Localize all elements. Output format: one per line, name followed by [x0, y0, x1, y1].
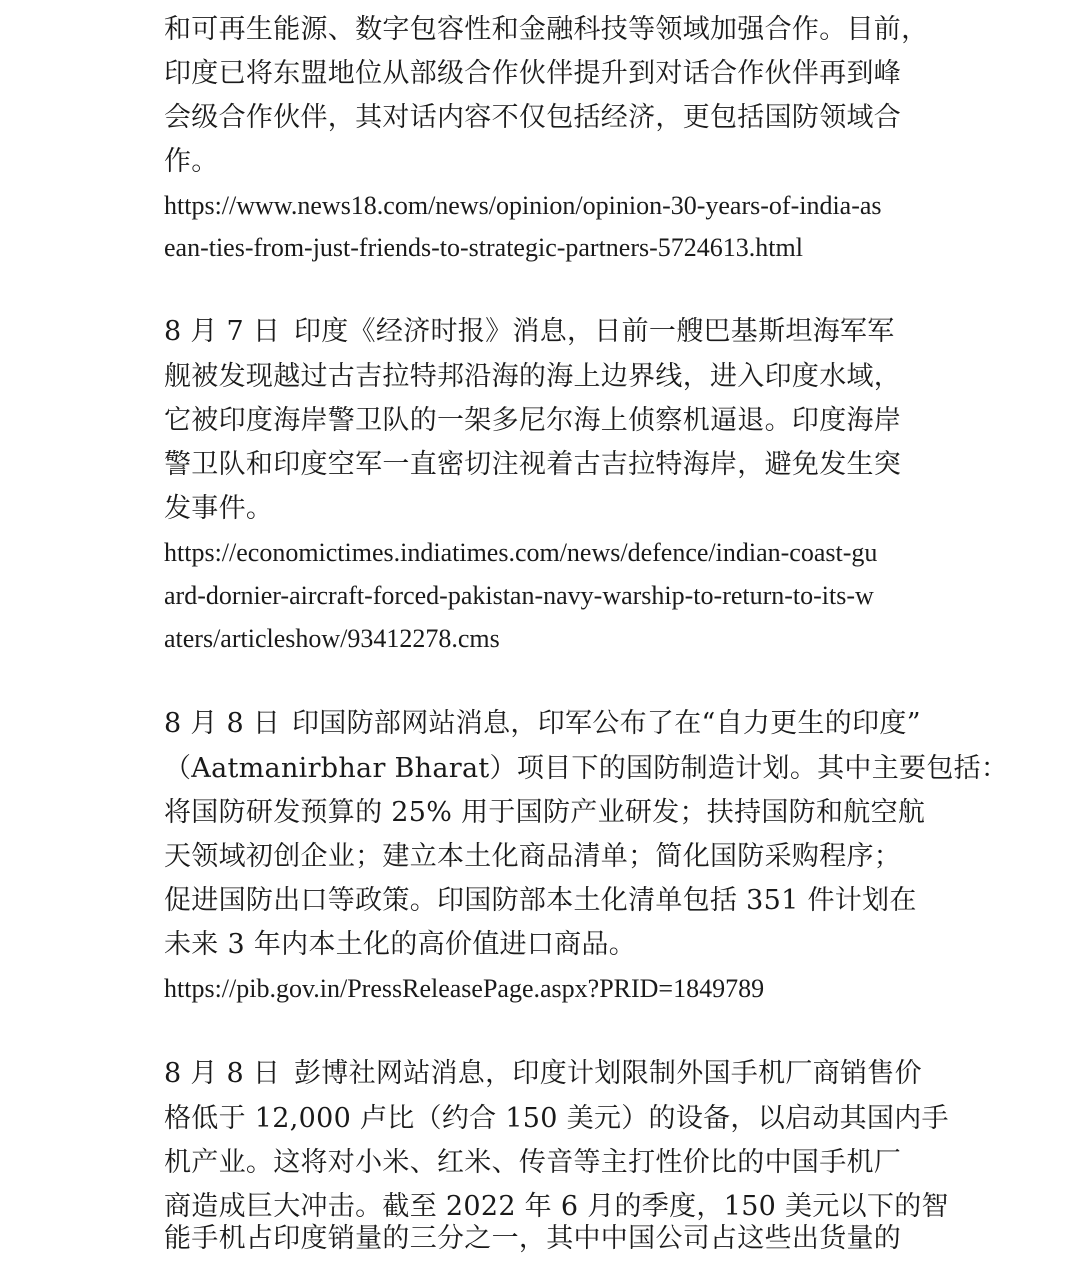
news-date: 8 月 8 日 — [164, 1058, 281, 1089]
paragraph-line: 发事件。 — [164, 493, 274, 524]
paragraph-line: 机产业。这将对小米、红米、传音等主打性价比的中国手机厂 — [164, 1147, 902, 1178]
paragraph-line: 作。 — [164, 146, 219, 177]
paragraph-line: 警卫队和印度空军一直密切注视着古吉拉特海岸，避免发生突 — [164, 449, 902, 480]
paragraph-line: 天领域初创企业；建立本土化商品清单；简化国防采购程序； — [164, 841, 902, 872]
paragraph-line: 它被印度海岸警卫队的一架多尼尔海上侦察机逼退。印度海岸 — [164, 405, 902, 436]
source-url-line[interactable]: ard-dornier-aircraft-forced-pakistan-navy-warship-to-return-to-its-w — [164, 581, 874, 610]
source-url-line[interactable]: https://economictimes.indiatimes.com/news/defence/indian-coast-gu — [164, 538, 878, 567]
paragraph-line: 印度已将东盟地位从部级合作伙伴提升到对话合作伙伴再到峰 — [164, 58, 902, 89]
source-url-line[interactable]: ean-ties-from-just-friends-to-strategic-partners-5724613.html — [164, 233, 803, 262]
paragraph-text: 彭博社网站消息，印度计划限制外国手机厂商销售价 — [294, 1058, 922, 1089]
paragraph-line: 促进国防出口等政策。印国防部本土化清单包括 351 件计划在 — [164, 885, 917, 916]
paragraph-first-line — [164, 702, 921, 746]
paragraph-line: 会级合作伙伴，其对话内容不仅包括经济，更包括国防领域合 — [164, 102, 902, 133]
news-date: 8 月 7 日 — [164, 316, 281, 347]
paragraph-first-line — [164, 1052, 922, 1096]
news-date: 8 月 8 日 — [164, 708, 281, 739]
paragraph-first-line — [164, 310, 895, 354]
paragraph-line: 能手机占印度销量的三分之一，其中中国公司占这些出货量的 — [164, 1223, 902, 1254]
paragraph-line: 格低于 12,000 卢比（约合 150 美元）的设备，以启动其国内手 — [164, 1103, 949, 1134]
source-url-line[interactable]: https://pib.gov.in/PressReleasePage.aspx?PRID=1849789 — [164, 974, 765, 1003]
paragraph-text: 印国防部网站消息，印军公布了在“自力更生的印度” — [292, 708, 921, 739]
source-url-line[interactable]: https://www.news18.com/news/opinion/opinion-30-years-of-india-as — [164, 191, 882, 220]
paragraph-line: 商造成巨大冲击。截至 2022 年 6 月的季度，150 美元以下的智 — [164, 1191, 949, 1222]
paragraph-line: 未来 3 年内本土化的高价值进口商品。 — [164, 929, 637, 960]
paragraph-line: 和可再生能源、数字包容性和金融科技等领域加强合作。目前， — [164, 14, 929, 45]
paragraph-line: （Aatmanirbhar Bharat）项目下的国防制造计划。其中主要包括： — [164, 753, 1009, 784]
paragraph-line: 舰被发现越过古吉拉特邦沿海的海上边界线，进入印度水域， — [164, 361, 902, 392]
source-url-line[interactable]: aters/articleshow/93412278.cms — [164, 624, 500, 653]
paragraph-text: 印度《经济时报》消息，日前一艘巴基斯坦海军军 — [294, 316, 895, 347]
paragraph-line: 将国防研发预算的 25% 用于国防产业研发；扶持国防和航空航 — [164, 797, 926, 828]
